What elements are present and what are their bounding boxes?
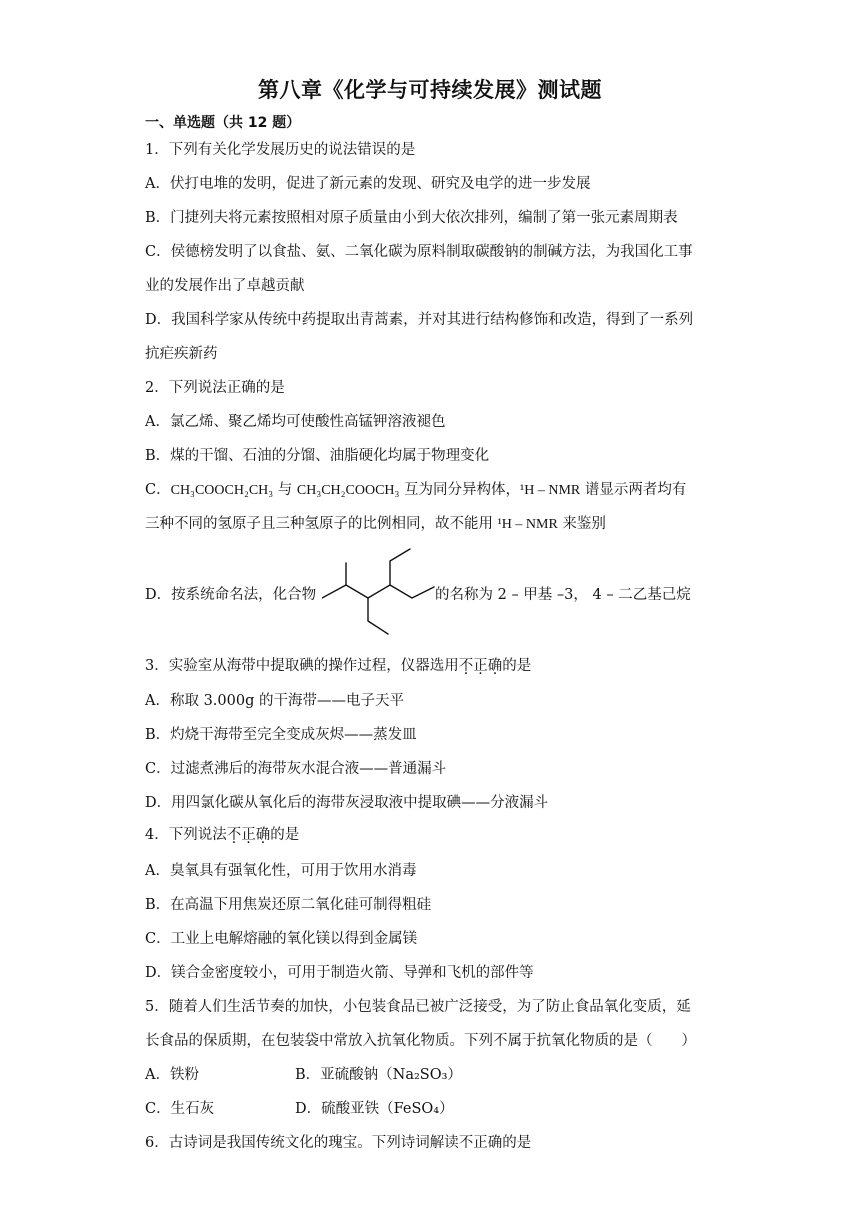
- question-2-option-d-suffix: 的名称为 2 – 甲基 –3， 4 – 二乙基己烷: [435, 587, 691, 603]
- formula-methyl-propanoate: CH₃CH₂COOCH₃: [296, 483, 400, 498]
- ethyl-branch-bottom-line: [368, 598, 388, 634]
- page-title: 第八章《化学与可持续发展》测试题: [258, 78, 602, 102]
- nmr-label: ¹H – NMR: [497, 517, 558, 532]
- question-3-option-d: D．用四氯化碳从氧化后的海带灰浸取液中提取碘——分液漏斗: [145, 795, 549, 811]
- question-1-option-c-line1: C．侯德榜发明了以食盐、氨、二氧化碳为原料制取碳酸钠的制碱方法，为我国化工事: [145, 244, 693, 260]
- question-4-option-d: D．镁合金密度较小，可用于制造火箭、导弹和飞机的部件等: [145, 965, 534, 981]
- question-3-option-c: C．过滤煮沸后的海带灰水混合液——普通漏斗: [145, 761, 447, 777]
- emphasis-char: 不: [226, 827, 242, 843]
- question-1-option-a: A．伏打电堆的发明，促进了新元素的发现、研究及电学的进一步发展: [145, 176, 591, 192]
- question-2-option-b: B．煤的干馏、石油的分馏、油脂硬化均属于物理变化: [145, 448, 490, 464]
- question-5-option-c: C．生石灰: [145, 1101, 215, 1117]
- question-2-option-d-prefix: D．按系统命名法，化合物: [145, 587, 317, 603]
- question-3-option-a: A．称取 3.000g 的干海带——电子天平: [145, 693, 404, 709]
- question-5-stem-line1: 5．随着人们生活节奏的加快，小包装食品已被广泛接受，为了防止食品氧化变质，延: [145, 999, 691, 1015]
- emphasis-char: 确: [487, 658, 503, 674]
- question-6-stem: 6．古诗词是我国传统文化的瑰宝。下列诗词解读不正确的是: [145, 1135, 532, 1151]
- question-3-option-b: B．灼烧干海带至完全变成灰烬——蒸发皿: [145, 727, 417, 743]
- question-4-option-c: C．工业上电解熔融的氧化镁以得到金属镁: [145, 931, 418, 947]
- question-5-stem-line2: 长食品的保质期，在包装袋中常放入抗氧化物质。下列不属于抗氧化物质的是（ ）: [145, 1033, 696, 1049]
- main-chain-line: [322, 585, 434, 598]
- question-1-option-d-line2: 抗疟疾新药: [145, 346, 218, 362]
- question-2-stem: 2．下列说法正确的是: [145, 380, 285, 396]
- emphasis-char: 确: [255, 827, 271, 843]
- question-5-option-b: B．亚硫酸钠（Na₂SO₃）: [295, 1067, 462, 1083]
- question-3-stem: 3．实验室从海带中提取碘的操作过程，仪器选用不正确的是: [145, 658, 532, 674]
- question-5-option-a: A．铁粉: [145, 1067, 199, 1083]
- question-4-option-a: A．臭氧具有强氧化性，可用于饮用水消毒: [145, 863, 417, 879]
- skeletal-structure-image: [322, 545, 442, 641]
- ethyl-branch-top-line: [390, 549, 410, 585]
- question-2-option-a: A．氯乙烯、聚乙烯均可使酸性高锰钾溶液褪色: [145, 414, 446, 430]
- question-5-option-d: D．硫酸亚铁（FeSO₄）: [295, 1101, 454, 1117]
- question-1-option-b: B．门捷列夫将元素按照相对原子质量由小到大依次排列，编制了第一张元素周期表: [145, 210, 678, 226]
- question-1-option-c-line2: 业的发展作出了卓越贡献: [145, 278, 305, 294]
- question-4-option-b: B．在高温下用焦炭还原二氧化硅可制得粗硅: [145, 897, 432, 913]
- question-2-option-c-line2: 三种不同的氢原子且三种氢原子的比例相同，故不能用 ¹H – NMR 来鉴别: [145, 516, 606, 532]
- section-heading: 一、单选题（共 12 题）: [145, 115, 301, 131]
- question-4-stem: 4．下列说法不正确的是: [145, 827, 300, 843]
- emphasis-char: 正: [473, 658, 488, 674]
- formula-ethyl-acetate: CH₃COOCH₂CH₃: [170, 483, 274, 498]
- question-1-stem: 1．下列有关化学发展历史的说法错误的是: [145, 142, 416, 158]
- emphasis-char: 正: [241, 827, 256, 843]
- question-2-option-c-line1: C．CH₃COOCH₂CH₃ 与 CH₃CH₂COOCH₃ 互为同分异构体，¹H – NMR 谱显示两者均有: [145, 482, 687, 498]
- question-1-option-d-line1: D．我国科学家从传统中药提取出青蒿素，并对其进行结构修饰和改造，得到了一系列: [145, 312, 694, 328]
- emphasis-char: 不: [458, 658, 474, 674]
- nmr-label: ¹H – NMR: [520, 483, 581, 498]
